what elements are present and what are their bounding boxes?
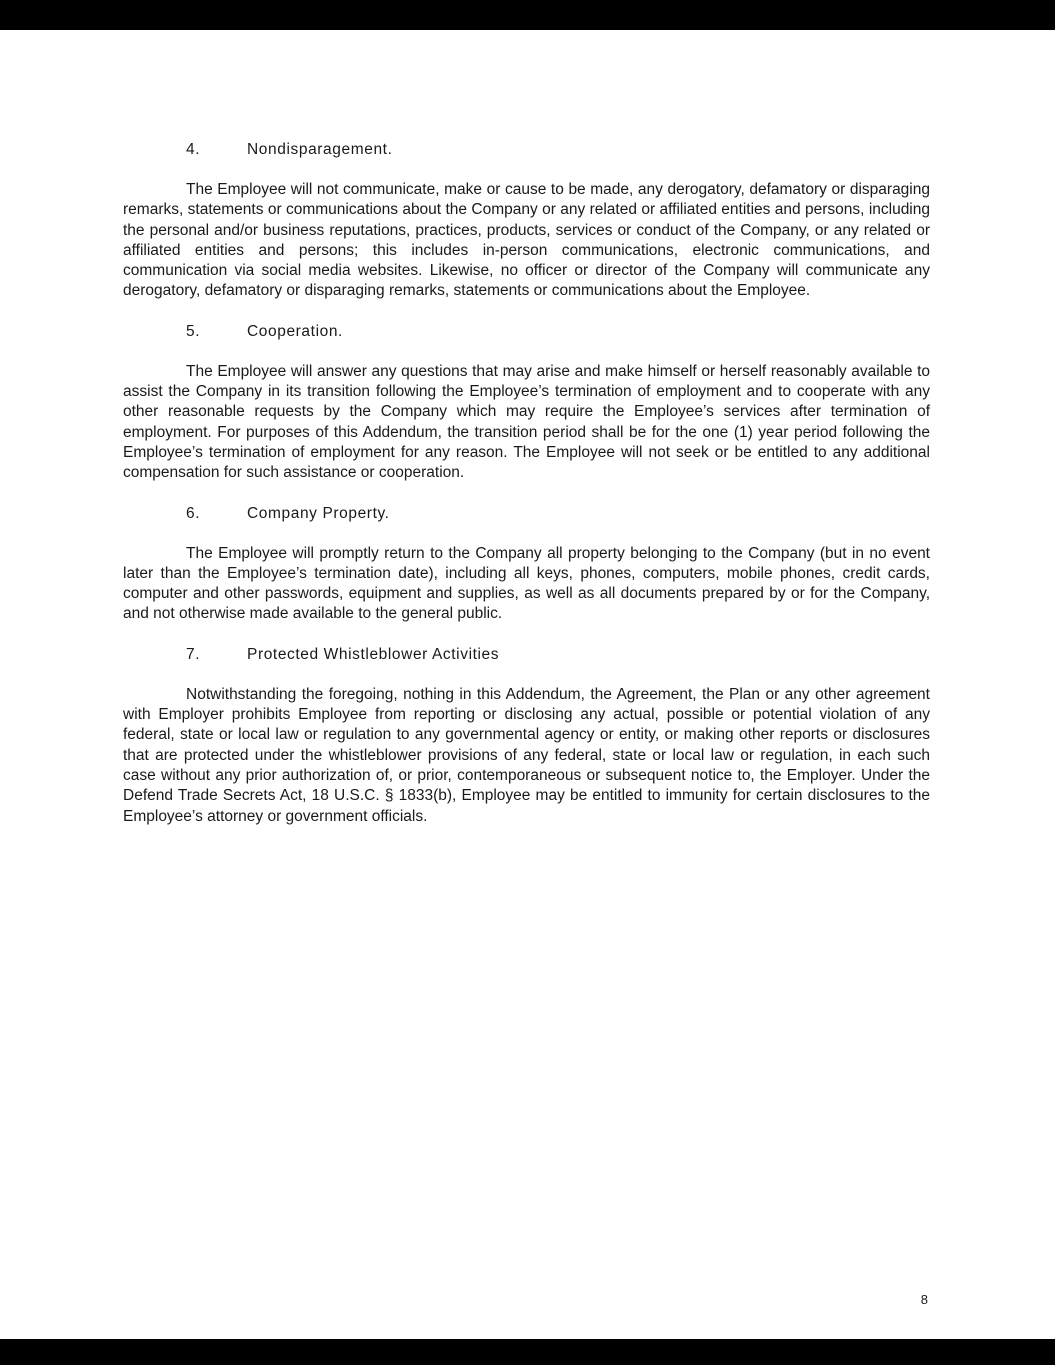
section-title: Company Property. [247,504,390,522]
section-heading [186,302,930,362]
section-heading [186,484,930,544]
section-paragraph: Notwithstanding the foregoing, nothing in this Addendum, the Agreement, the Plan or any other agreement with Employer prohibits Employee from reporting or disclosing any actual, possible or potential violation of any federal, state or local law or regulation to any governmental agency or entity, or making other reports or disclosures that are protected under the whistleblower provisions of any federal, state or local law or regulation, in each such case without any prior authorization of, or prior, contemporaneous or subsequent notice to, the Employer. Under the Defend Trade Secrets Act, 18 U.S.C. § 1833(b), Employee may be entitled to immunity for certain disclosures to the Employee’s attorney or government officials. [123,685,930,825]
section-number: 5. [186,322,201,340]
section-number: 6. [186,504,201,522]
section-heading [186,625,930,685]
bottom-edge-bar [0,1339,1055,1365]
section-number: 4. [186,141,201,158]
section-number: 7. [186,645,201,663]
page-number: 8 [920,1292,928,1307]
section-heading [186,120,930,180]
top-edge-bar [0,0,1055,30]
section-title: Cooperation. [247,322,343,340]
section-paragraph: The Employee will answer any questions that may arise and make himself or herself reasonably available to assist the Company in its transition following the Employee’s termination of employment and to cooperate with any other reasonable requests by the Company which may require the Employee’s services after termination of employment. For purposes of this Addendum, the transition period shall be for the one (1) year period following the Employee’s termination of employment for any reason. The Employee will not seek or be entitled to any additional compensation for such assistance or cooperation. [123,362,930,482]
section-cooperation [123,302,930,484]
document-page [0,30,1055,827]
section-title: Nondisparagement. [247,141,393,158]
section-paragraph: The Employee will not communicate, make or cause to be made, any derogatory, defamatory or disparaging remarks, statements or communications about the Company or any related or affiliated entities and persons, including the personal and/or business reputations, practices, products, services or conduct of the Company, or any related or affiliated entities and persons; this includes in-person communications, electronic communications, and communication via social media websites. Likewise, no officer or director of the Company will communicate any derogatory, defamatory or disparaging remarks, statements or communications about the Employee. [123,181,930,300]
section-title: Protected Whistleblower Activities [247,645,500,663]
section-protected-whistleblower [123,625,930,827]
section-paragraph: The Employee will promptly return to the Company all property belonging to the Company (but in no event later than the Employee’s termination date), including all keys, phones, computers, mobile phones, credit cards, computer and other passwords, equipment and supplies, as well as all documents prepared by or for the Company, and not otherwise made available to the general public. [123,544,930,623]
section-company-property [123,484,930,625]
section-nondisparagement [123,120,930,302]
